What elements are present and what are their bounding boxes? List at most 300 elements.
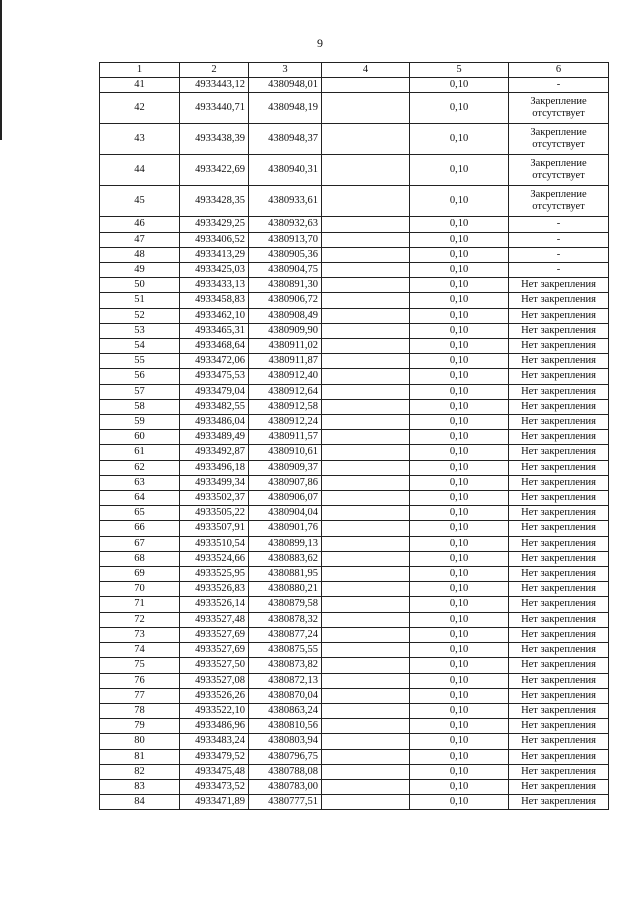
table-cell-col4 [322,278,410,293]
table-cell-col6: Нет закрепления [509,673,609,688]
table-cell-col3: 4380810,56 [249,719,322,734]
table-row [100,217,609,232]
table-cell-col2: 4933483,24 [180,734,249,749]
table-row [100,384,609,399]
table-cell-col1: 61 [100,445,180,460]
table-cell-col6: Закрепление отсутствует [509,93,609,124]
table-cell-col1: 64 [100,491,180,506]
table-cell-col1: 53 [100,323,180,338]
table-cell-col1: 68 [100,551,180,566]
table-cell-col3: 4380883,62 [249,551,322,566]
table-cell-col2: 4933465,31 [180,323,249,338]
table-cell-col6: Нет закрепления [509,551,609,566]
table-cell-col1: 58 [100,399,180,414]
table-cell-col3: 4380803,94 [249,734,322,749]
table-cell-col4 [322,749,410,764]
table-cell-col6: Нет закрепления [509,354,609,369]
table-cell-col2: 4933486,04 [180,415,249,430]
table-cell-col5: 0,10 [410,475,509,490]
table-cell-col2: 4933428,35 [180,186,249,217]
table-cell-col2: 4933479,04 [180,384,249,399]
table-cell-col4 [322,430,410,445]
table-cell-col6: - [509,217,609,232]
table-cell-col6: - [509,263,609,278]
table-cell-col4 [322,673,410,688]
table-cell-col5: 0,10 [410,293,509,308]
table-cell-col1: 56 [100,369,180,384]
table-cell-col5: 0,10 [410,506,509,521]
table-cell-col3: 4380940,31 [249,155,322,186]
table-cell-col4 [322,567,410,582]
table-cell-col1: 75 [100,658,180,673]
table-cell-col2: 4933433,13 [180,278,249,293]
table-cell-col5: 0,10 [410,567,509,582]
table-cell-col1: 47 [100,232,180,247]
table-cell-col3: 4380912,24 [249,415,322,430]
table-cell-col2: 4933425,03 [180,263,249,278]
table-cell-col5: 0,10 [410,764,509,779]
table-row [100,779,609,794]
table-cell-col5: 0,10 [410,430,509,445]
table-cell-col4 [322,323,410,338]
table-cell-col2: 4933526,83 [180,582,249,597]
table-cell-col6: Нет закрепления [509,308,609,323]
table-row [100,506,609,521]
table-cell-col1: 60 [100,430,180,445]
table-cell-col3: 4380911,57 [249,430,322,445]
table-cell-col2: 4933524,66 [180,551,249,566]
table-cell-col4 [322,521,410,536]
table-cell-col5: 0,10 [410,521,509,536]
table-cell-col3: 4380912,40 [249,369,322,384]
table-row [100,582,609,597]
table-cell-col4 [322,703,410,718]
table-cell-col3: 4380910,61 [249,445,322,460]
table-cell-col6: Нет закрепления [509,734,609,749]
table-cell-col5: 0,10 [410,247,509,262]
table-cell-col5: 0,10 [410,384,509,399]
table-cell-col3: 4380904,04 [249,506,322,521]
table-row [100,688,609,703]
table-cell-col6: Нет закрепления [509,582,609,597]
table-cell-col5: 0,10 [410,93,509,124]
table-cell-col5: 0,10 [410,673,509,688]
table-cell-col3: 4380905,36 [249,247,322,262]
table-row [100,749,609,764]
table-cell-col3: 4380863,24 [249,703,322,718]
table-cell-col2: 4933527,69 [180,643,249,658]
table-cell-col3: 4380933,61 [249,186,322,217]
table-cell-col3: 4380873,82 [249,658,322,673]
page-number: 9 [317,36,323,50]
table-cell-col4 [322,551,410,566]
table-cell-col2: 4933522,10 [180,703,249,718]
table-cell-col5: 0,10 [410,339,509,354]
table-cell-col3: 4380911,02 [249,339,322,354]
table-cell-col4 [322,384,410,399]
table-cell-col1: 70 [100,582,180,597]
table-cell-col5: 0,10 [410,155,509,186]
table-cell-col6: Нет закрепления [509,369,609,384]
table-row [100,612,609,627]
table-cell-col4 [322,217,410,232]
table-cell-col4 [322,415,410,430]
table-cell-col2: 4933499,34 [180,475,249,490]
table-cell-col3: 4380878,32 [249,612,322,627]
table-cell-col2: 4933527,08 [180,673,249,688]
table-cell-col2: 4933505,22 [180,506,249,521]
table-row [100,658,609,673]
table-cell-col1: 51 [100,293,180,308]
table-cell-col5: 0,10 [410,354,509,369]
table-row [100,719,609,734]
table-cell-col5: 0,10 [410,612,509,627]
table-cell-col1: 80 [100,734,180,749]
table-cell-col1: 55 [100,354,180,369]
coordinates-table [99,62,609,810]
table-cell-col3: 4380948,37 [249,124,322,155]
table-cell-col5: 0,10 [410,186,509,217]
table-cell-col4 [322,460,410,475]
table-cell-col1: 49 [100,263,180,278]
table-cell-col5: 0,10 [410,749,509,764]
table-cell-col2: 4933527,48 [180,612,249,627]
table-row [100,369,609,384]
table-cell-col6: - [509,232,609,247]
table-row [100,795,609,810]
table-cell-col3: 4380872,13 [249,673,322,688]
table-row [100,460,609,475]
table-cell-col6: Нет закрепления [509,399,609,414]
table-cell-col6: Нет закрепления [509,688,609,703]
table-cell-col6: Нет закрепления [509,460,609,475]
table-cell-col6: Закрепление отсутствует [509,186,609,217]
table-cell-col1: 71 [100,597,180,612]
table-cell-col1: 50 [100,278,180,293]
table-cell-col1: 59 [100,415,180,430]
table-cell-col5: 0,10 [410,278,509,293]
table-cell-col1: 43 [100,124,180,155]
table-cell-col5: 0,10 [410,445,509,460]
table-cell-col3: 4380906,72 [249,293,322,308]
table-row [100,247,609,262]
table-cell-col1: 69 [100,567,180,582]
table-cell-col5: 0,10 [410,536,509,551]
table-cell-col4 [322,293,410,308]
table-row [100,308,609,323]
table-cell-col2: 4933507,91 [180,521,249,536]
table-row [100,491,609,506]
table-cell-col3: 4380909,90 [249,323,322,338]
table-cell-col4 [322,491,410,506]
table-cell-col5: 0,10 [410,719,509,734]
table-cell-col1: 65 [100,506,180,521]
table-cell-col1: 77 [100,688,180,703]
table-cell-col4 [322,536,410,551]
table-row [100,155,609,186]
table-cell-col1: 66 [100,521,180,536]
table-row [100,734,609,749]
table-cell-col6: Нет закрепления [509,749,609,764]
table-cell-col3: 4380796,75 [249,749,322,764]
table-cell-col4 [322,582,410,597]
table-cell-col6: Нет закрепления [509,567,609,582]
table-cell-col5: 0,10 [410,263,509,278]
table-cell-col1: 57 [100,384,180,399]
table-cell-col4 [322,597,410,612]
table-row [100,323,609,338]
header-cell: 2 [180,63,249,78]
table-cell-col3: 4380899,13 [249,536,322,551]
table-cell-col6: Закрепление отсутствует [509,155,609,186]
table-row [100,186,609,217]
table-cell-col5: 0,10 [410,688,509,703]
table-cell-col1: 41 [100,78,180,93]
table-cell-col6: Нет закрепления [509,612,609,627]
table-cell-col6: Нет закрепления [509,658,609,673]
table-cell-col4 [322,263,410,278]
table-cell-col6: Нет закрепления [509,491,609,506]
table-cell-col4 [322,186,410,217]
header-cell: 5 [410,63,509,78]
table-row [100,293,609,308]
table-cell-col4 [322,354,410,369]
table-cell-col3: 4380908,49 [249,308,322,323]
table-row [100,430,609,445]
table-cell-col3: 4380783,00 [249,779,322,794]
table-row [100,78,609,93]
table-cell-col4 [322,339,410,354]
table-cell-col1: 73 [100,627,180,642]
table-cell-col3: 4380932,63 [249,217,322,232]
table-cell-col5: 0,10 [410,627,509,642]
table-cell-col6: Нет закрепления [509,278,609,293]
table-cell-col1: 62 [100,460,180,475]
header-cell: 4 [322,63,410,78]
table-cell-col6: Нет закрепления [509,384,609,399]
table-cell-col3: 4380911,87 [249,354,322,369]
table-row [100,643,609,658]
table-cell-col1: 48 [100,247,180,262]
table-cell-col1: 84 [100,795,180,810]
table-cell-col3: 4380875,55 [249,643,322,658]
table-row [100,764,609,779]
table-cell-col4 [322,93,410,124]
table-cell-col5: 0,10 [410,795,509,810]
table-cell-col3: 4380891,30 [249,278,322,293]
table-cell-col1: 79 [100,719,180,734]
margin-mark [0,0,2,140]
table-cell-col3: 4380948,01 [249,78,322,93]
table-cell-col1: 83 [100,779,180,794]
table-cell-col5: 0,10 [410,643,509,658]
table-cell-col3: 4380877,24 [249,627,322,642]
table-cell-col2: 4933475,53 [180,369,249,384]
table-cell-col5: 0,10 [410,399,509,414]
table-cell-col1: 42 [100,93,180,124]
table-cell-col5: 0,10 [410,369,509,384]
table-cell-col4 [322,795,410,810]
table-cell-col1: 67 [100,536,180,551]
table-cell-col2: 4933489,49 [180,430,249,445]
table-cell-col3: 4380904,75 [249,263,322,278]
table-cell-col2: 4933438,39 [180,124,249,155]
table-cell-col4 [322,658,410,673]
table-cell-col5: 0,10 [410,460,509,475]
table-cell-col1: 63 [100,475,180,490]
table-cell-col2: 4933458,83 [180,293,249,308]
table-cell-col2: 4933492,87 [180,445,249,460]
table-cell-col2: 4933406,52 [180,232,249,247]
table-cell-col6: Нет закрепления [509,597,609,612]
table-cell-col5: 0,10 [410,703,509,718]
table-cell-col3: 4380880,21 [249,582,322,597]
table-cell-col6: Нет закрепления [509,643,609,658]
table-row [100,232,609,247]
table-cell-col4 [322,719,410,734]
table-cell-col1: 78 [100,703,180,718]
table-cell-col4 [322,506,410,521]
table-cell-col5: 0,10 [410,78,509,93]
table-cell-col1: 82 [100,764,180,779]
table-cell-col1: 44 [100,155,180,186]
table-cell-col4 [322,308,410,323]
table-cell-col6: Нет закрепления [509,445,609,460]
table-row [100,278,609,293]
table-cell-col6: Нет закрепления [509,703,609,718]
table-header-row [100,63,609,78]
table-row [100,673,609,688]
table-cell-col6: Нет закрепления [509,323,609,338]
table-cell-col2: 4933462,10 [180,308,249,323]
table-row [100,445,609,460]
table-row [100,627,609,642]
table-cell-col3: 4380901,76 [249,521,322,536]
table-row [100,521,609,536]
table-cell-col2: 4933525,95 [180,567,249,582]
table-cell-col5: 0,10 [410,124,509,155]
table-row [100,415,609,430]
table-row [100,551,609,566]
table-cell-col2: 4933496,18 [180,460,249,475]
table-cell-col3: 4380907,86 [249,475,322,490]
table-cell-col6: Нет закрепления [509,506,609,521]
table-row [100,354,609,369]
table-cell-col2: 4933479,52 [180,749,249,764]
table-row [100,124,609,155]
table-cell-col1: 52 [100,308,180,323]
table-row [100,567,609,582]
table-cell-col2: 4933527,50 [180,658,249,673]
table-cell-col6: Нет закрепления [509,293,609,308]
table-cell-col5: 0,10 [410,308,509,323]
table-cell-col1: 54 [100,339,180,354]
table-cell-col3: 4380881,95 [249,567,322,582]
table-cell-col6: Закрепление отсутствует [509,124,609,155]
table-cell-col4 [322,124,410,155]
table-cell-col3: 4380912,64 [249,384,322,399]
table-cell-col1: 45 [100,186,180,217]
table-cell-col4 [322,779,410,794]
table-cell-col5: 0,10 [410,734,509,749]
table-cell-col6: Нет закрепления [509,719,609,734]
table-row [100,597,609,612]
table-cell-col2: 4933502,37 [180,491,249,506]
table-cell-col5: 0,10 [410,491,509,506]
table-cell-col2: 4933473,52 [180,779,249,794]
table-cell-col4 [322,627,410,642]
table-row [100,536,609,551]
table-cell-col3: 4380906,07 [249,491,322,506]
table-row [100,93,609,124]
table-cell-col5: 0,10 [410,415,509,430]
header-cell: 1 [100,63,180,78]
table-cell-col2: 4933468,64 [180,339,249,354]
table-cell-col2: 4933526,26 [180,688,249,703]
table-cell-col3: 4380788,08 [249,764,322,779]
table-cell-col3: 4380913,70 [249,232,322,247]
table-row [100,263,609,278]
table-cell-col5: 0,10 [410,779,509,794]
table-cell-col6: - [509,247,609,262]
table-cell-col6: Нет закрепления [509,475,609,490]
table-cell-col2: 4933527,69 [180,627,249,642]
header-cell: 3 [249,63,322,78]
table-cell-col4 [322,764,410,779]
table-cell-col2: 4933440,71 [180,93,249,124]
table-cell-col4 [322,643,410,658]
table-cell-col2: 4933471,89 [180,795,249,810]
table-cell-col1: 74 [100,643,180,658]
table-cell-col3: 4380909,37 [249,460,322,475]
table-row [100,703,609,718]
table-cell-col2: 4933443,12 [180,78,249,93]
table-cell-col4 [322,232,410,247]
table-cell-col1: 76 [100,673,180,688]
table-cell-col4 [322,445,410,460]
table-row [100,399,609,414]
table-cell-col2: 4933510,54 [180,536,249,551]
table-cell-col6: Нет закрепления [509,521,609,536]
table-cell-col6: Нет закрепления [509,415,609,430]
table-cell-col6: Нет закрепления [509,339,609,354]
table-cell-col6: Нет закрепления [509,627,609,642]
table-cell-col6: Нет закрепления [509,536,609,551]
table-cell-col6: Нет закрепления [509,430,609,445]
table-cell-col4 [322,247,410,262]
header-cell: 6 [509,63,609,78]
table-cell-col2: 4933413,29 [180,247,249,262]
table-cell-col2: 4933486,96 [180,719,249,734]
table-cell-col2: 4933526,14 [180,597,249,612]
table-cell-col4 [322,399,410,414]
table-cell-col6: Нет закрепления [509,779,609,794]
table-cell-col5: 0,10 [410,217,509,232]
table-cell-col5: 0,10 [410,551,509,566]
table-cell-col3: 4380912,58 [249,399,322,414]
table-cell-col1: 72 [100,612,180,627]
table-cell-col6: Нет закрепления [509,764,609,779]
table-cell-col2: 4933429,25 [180,217,249,232]
table-cell-col4 [322,78,410,93]
table-cell-col2: 4933475,48 [180,764,249,779]
table-cell-col3: 4380879,58 [249,597,322,612]
table-cell-col1: 46 [100,217,180,232]
table-cell-col5: 0,10 [410,582,509,597]
table-cell-col3: 4380777,51 [249,795,322,810]
table-cell-col3: 4380948,19 [249,93,322,124]
table-cell-col5: 0,10 [410,232,509,247]
